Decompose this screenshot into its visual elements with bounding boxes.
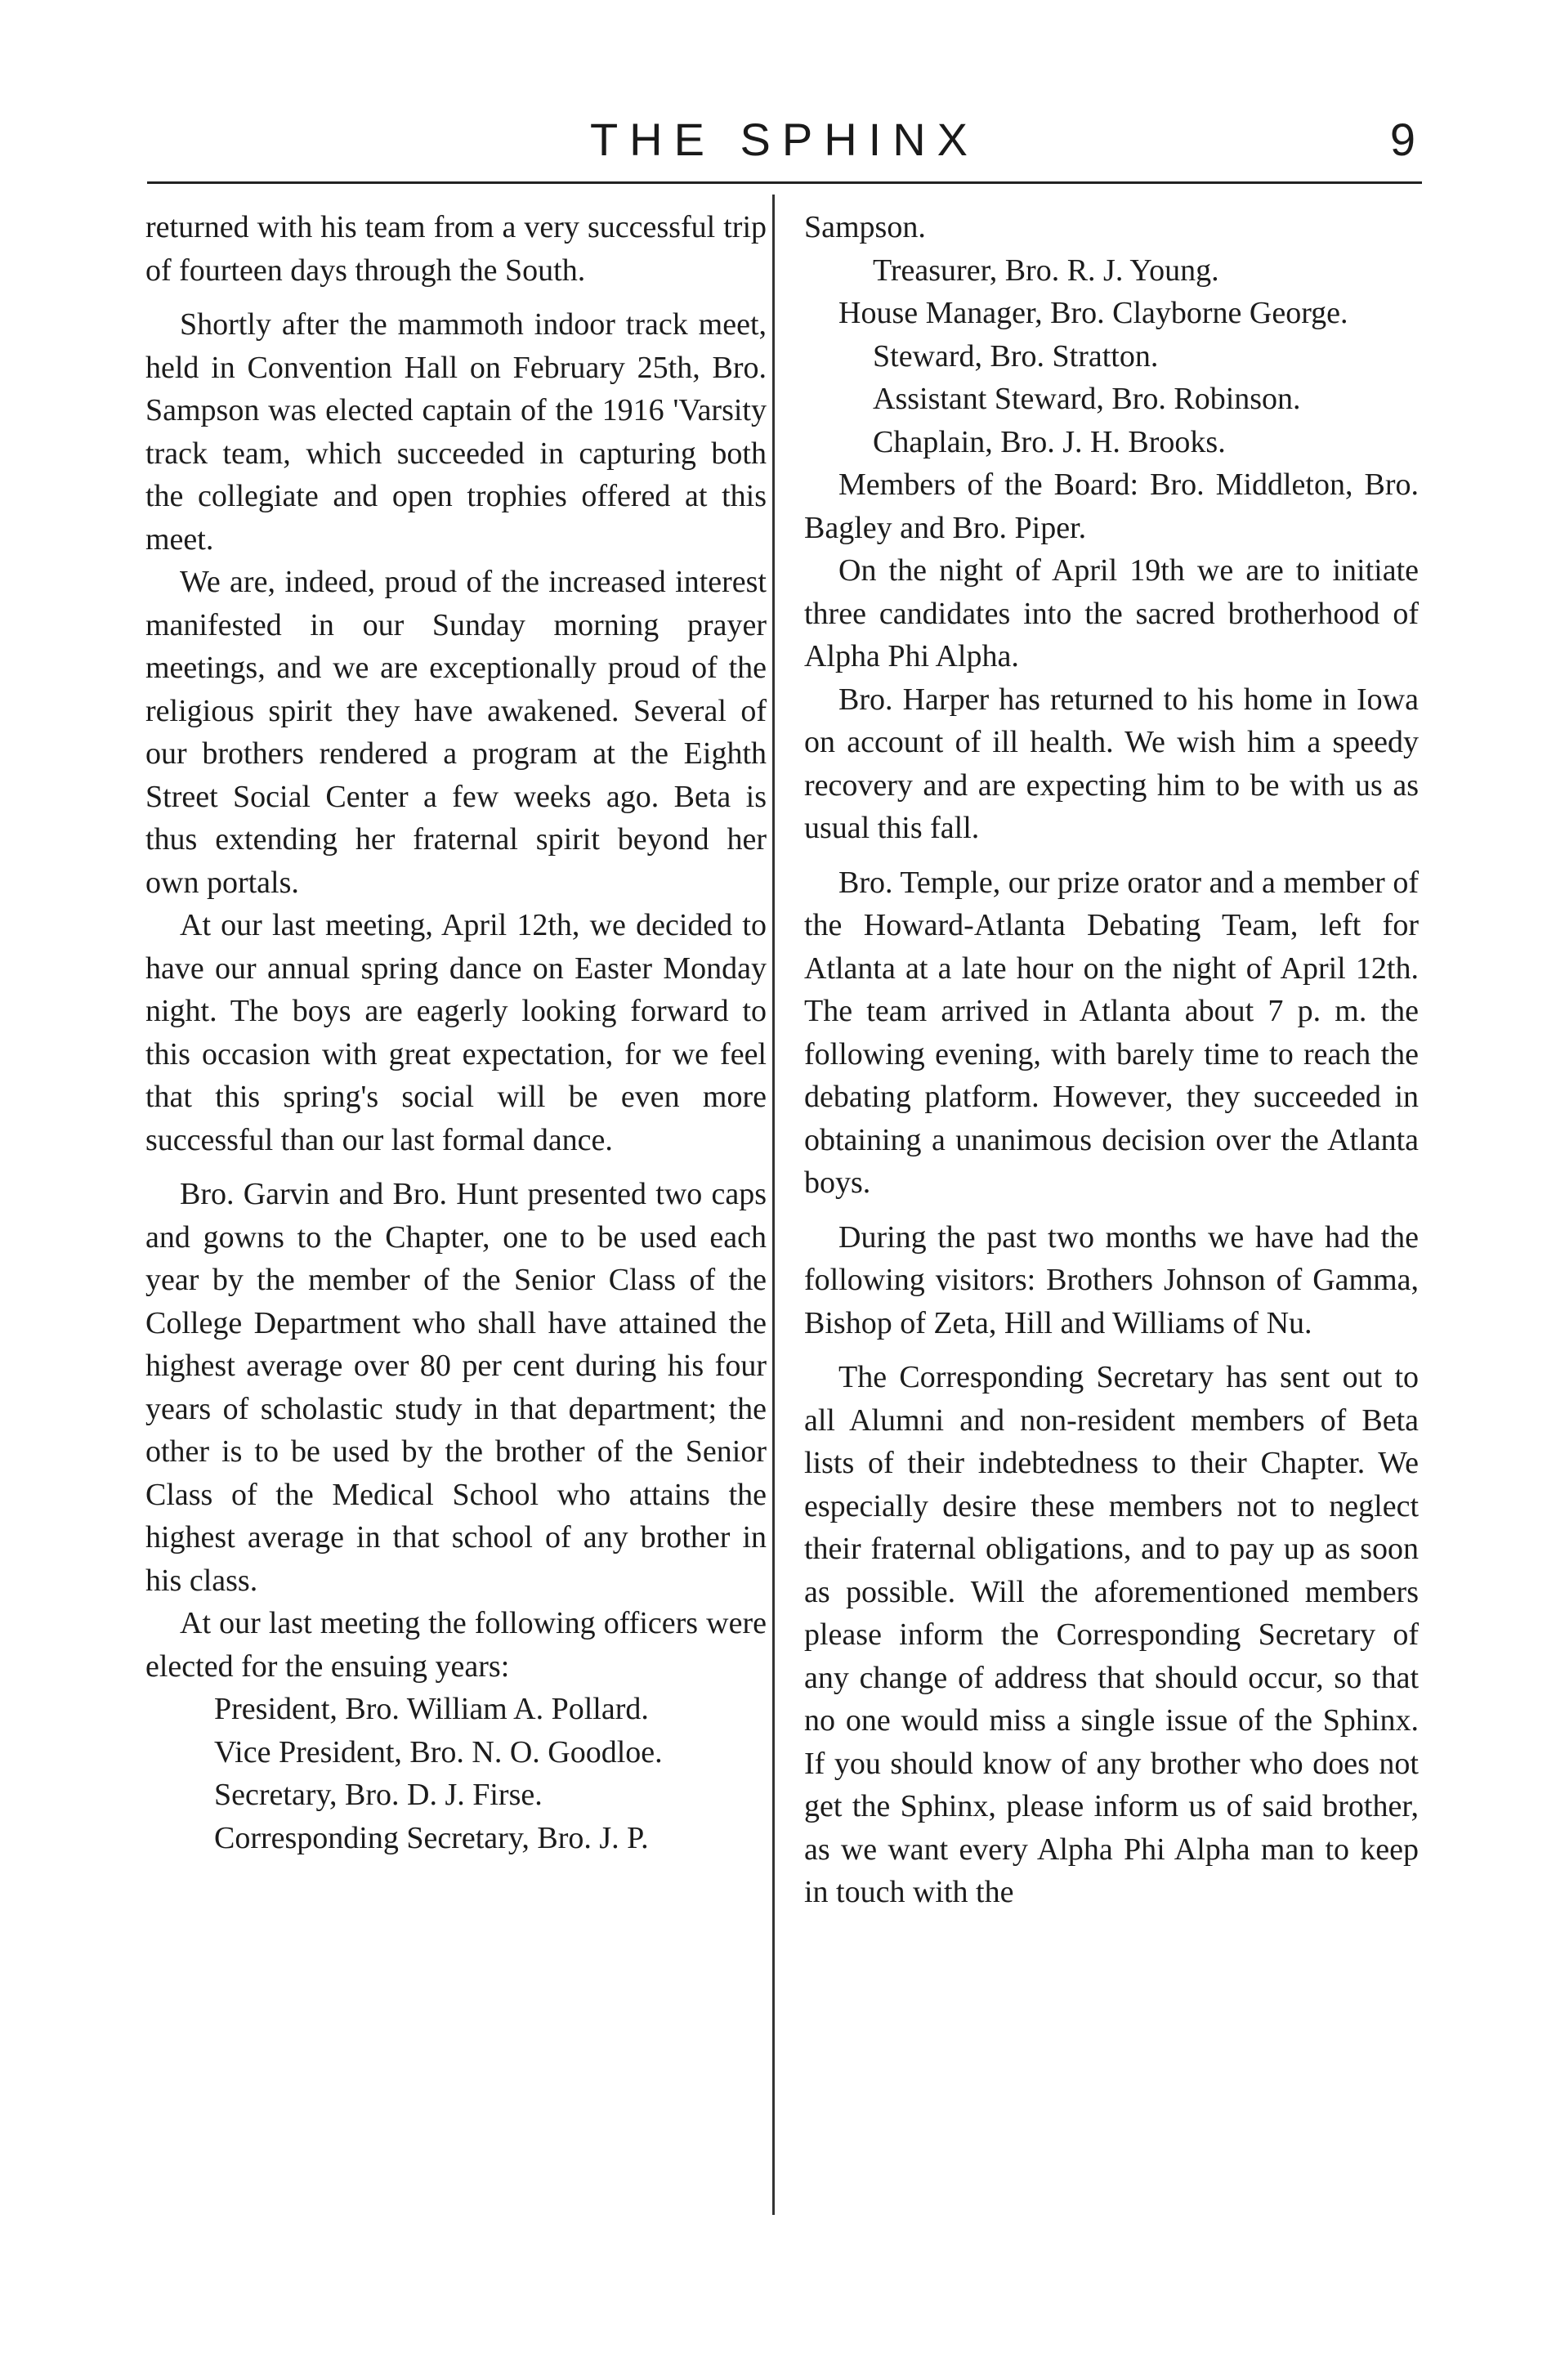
running-head: [147, 113, 1422, 178]
officer-line: Corresponding Secretary, Bro. J. P.: [214, 1820, 649, 1855]
paragraph: At our last meeting, April 12th, we decided to have our annual spring dance on Easter Monday night. The boys are eagerly looking forward to this occasion with great expectation, for we feel that this spring's social will be even more successful than our last formal dance.: [145, 908, 767, 1157]
paragraph: Bro. Temple, our prize orator and a member of the Howard-Atlanta Debating Team, left for Atlanta at a late hour on the night of April 12th. The team arrived in Atlanta about 7 p. m. the following evening, with barely time to reach the debating platform. However, they succeeded in obtaining a unanimous decision over the Atlanta boys.: [804, 865, 1419, 1200]
page-number: 9: [1389, 114, 1415, 165]
officer-line: House Manager, Bro. Clayborne George.: [838, 296, 1348, 330]
officer-line: President, Bro. William A. Pollard.: [214, 1692, 649, 1726]
officer-line: Vice President, Bro. N. O. Goodloe.: [214, 1734, 663, 1769]
officer-line: Assistant Steward, Bro. Robinson.: [873, 382, 1301, 416]
paragraph: During the past two months we have had the following visitors: Brothers Johnson of Gamma, Bishop of Zeta, Hill and Williams of Nu.: [804, 1219, 1419, 1340]
paragraph: Bro. Harper has returned to his home in Iowa on account of ill health. We wish him a speedy recovery and are expecting him to be with us as usual this fall.: [804, 682, 1419, 845]
officer-line: Secretary, Bro. D. J. Firse.: [214, 1778, 543, 1812]
officer-line: Chaplain, Bro. J. H. Brooks.: [873, 424, 1226, 459]
paragraph: Sampson.: [804, 210, 926, 244]
running-title: THE SPHINX: [589, 114, 980, 165]
left-column: [145, 206, 767, 1859]
paragraph: returned with his team from a very successful trip of fourteen days through the South.: [145, 210, 767, 288]
officer-line: Steward, Bro. Stratton.: [873, 338, 1159, 374]
officer-line: Members of the Board: Bro. Middleton, Bro. Bagley and Bro. Piper.: [804, 468, 1419, 545]
paragraph: Shortly after the mammoth indoor track meet, held in Convention Hall on February 25th, Bro. Sampson was elected captain of the 1916 'Varsity track team, which succeeded in capturing both the collegiate and open trophies offered at this meet.: [145, 307, 767, 557]
paragraph: The Corresponding Secretary has sent out to all Alumni and non-resident members of Beta lists of their indebtedness to their Chapter. We especially desire these members not to neglect their fraternal obligations, and to pay up as soon as possible. Will the aforementioned members please inform the Corresponding Secretary of any change of address that should occur, so that no one would miss a single issue of the Sphinx. If you should know of any brother who does not get the Sphinx, please inform us of said brother, as we want every Alpha Phi Alpha man to keep in touch with the: [804, 1360, 1419, 1909]
column-divider: [772, 195, 775, 2215]
right-column: [804, 206, 1419, 1914]
officer-line: Treasurer, Bro. R. J. Young.: [873, 253, 1219, 288]
paragraph: On the night of April 19th we are to initiate three candidates into the sacred brotherhood of Alpha Phi Alpha.: [804, 553, 1419, 673]
paragraph: At our last meeting the following officers were elected for the ensuing years:: [145, 1606, 767, 1684]
header-rule: [147, 181, 1422, 184]
paragraph: Bro. Garvin and Bro. Hunt presented two caps and gowns to the Chapter, one to be used each year by the member of the Senior Class of the College Department who shall have attained the highest average over 80 per cent during his four years of scholastic study in that department; the other is to be used by the brother of the Senior Class of the Medical School who attains the highest average in that school of any brother in his class.: [145, 1177, 767, 1598]
paragraph: We are, indeed, proud of the increased interest manifested in our Sunday morning prayer meetings, and we are exceptionally proud of the religious spirit they have awakened. Several of our brothers rendered a program at the Eighth Street Social Center a few weeks ago. Beta is thus extending her fraternal spirit beyond her own portals.: [145, 565, 767, 900]
